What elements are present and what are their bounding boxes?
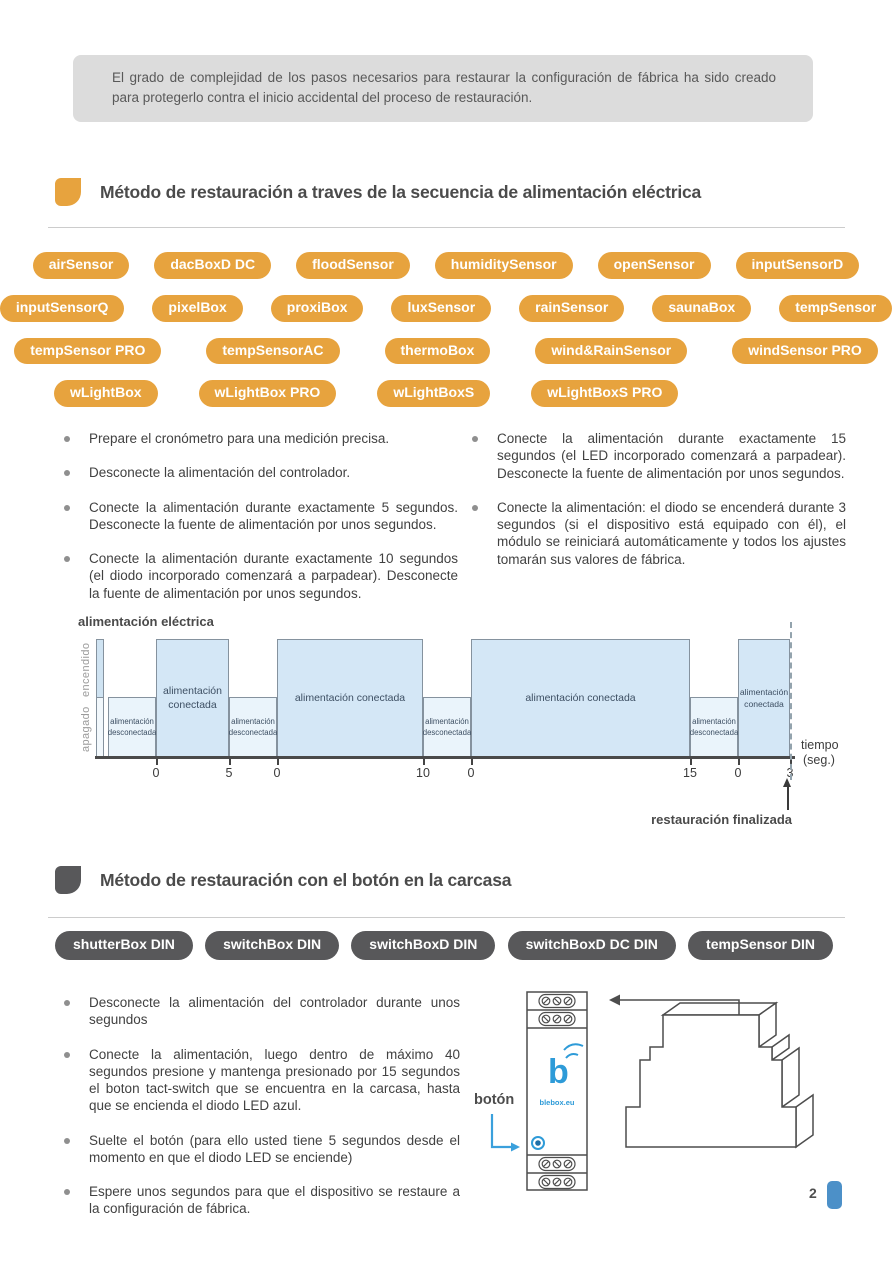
chart-annotation: restauración finalizada	[651, 812, 792, 827]
device-pill: inputSensorQ	[0, 295, 124, 322]
brand-url: blebox.eu	[539, 1098, 575, 1107]
axis-tick-label: 10	[416, 766, 430, 780]
button-pointer-arrow	[492, 1114, 512, 1147]
pill-row	[30, 338, 862, 365]
instruction-columns	[62, 430, 846, 619]
instruction-item: Espere unos segundos para que el dispositivo se restaure a la configuración de fábrica.	[62, 1183, 460, 1218]
device-pill: dacBoxD DC	[154, 252, 271, 279]
instruction-item: Conecte la alimentación: el diodo se encenderá durante 3 segundos (si el dispositivo está equipado con él), el módulo se reiniciará automáticamente y todos los ajustes tomarán sus valores de fábrica.	[470, 499, 846, 568]
axis-tick	[423, 759, 425, 765]
segment-label: alimentación desconectada	[422, 717, 472, 737]
segment-label: alimentación conectada	[525, 691, 636, 704]
device-pill: tempSensor DIN	[688, 931, 833, 960]
segment-label: alimentación desconectada	[689, 717, 739, 737]
device-pill: wLightBoxS	[377, 380, 490, 407]
device-pill: saunaBox	[652, 295, 751, 322]
segment-label: alimentación conectada	[294, 691, 406, 704]
y-axis-bar-on	[97, 640, 103, 698]
section1-header	[55, 178, 701, 206]
instruction-item: Conecte la alimentación durante exactamente 5 segundos. Desconecte la fuente de alimentación por unos segundos.	[62, 499, 458, 534]
axis-tick-label: 0	[467, 766, 475, 780]
instruction-item: Conecte la alimentación, luego dentro de máximo 40 segundos presione y mantenga presionado por 15 segundos el boton tact-switch que se encuentra en la carcasa, hasta que se encienda el diodo LED azul.	[62, 1046, 460, 1115]
divider	[48, 917, 845, 918]
device-pill: tempSensorAC	[206, 338, 339, 365]
instruction-item: Suelte el botón (para ello usted tiene 5 segundos desde el momento en que el diodo LED se enciende)	[62, 1132, 460, 1167]
pill-row	[48, 252, 844, 279]
axis-tick	[690, 759, 692, 765]
device-pill: shutterBox DIN	[55, 931, 193, 960]
instructions-right	[470, 430, 846, 619]
y-axis-bar-off	[97, 698, 103, 757]
axis-tick	[229, 759, 231, 765]
chart-segment-on	[471, 639, 690, 758]
axis-tick	[738, 759, 740, 765]
device-pill: switchBoxD DIN	[351, 931, 495, 960]
axis-tick	[277, 759, 279, 765]
y-axis-bar	[96, 639, 104, 758]
power-sequence-chart	[78, 614, 878, 832]
instructions-left	[62, 430, 458, 619]
segment-label: alimentación desconectada	[228, 717, 278, 737]
instructions-bottom	[62, 994, 460, 1235]
din-device-diagram	[460, 988, 860, 1228]
y-axis-label-off: apagado	[80, 706, 92, 752]
segment-label: alimentación desconectada	[107, 717, 157, 737]
axis-tick-label: 3	[786, 766, 794, 780]
device-pill: inputSensorD	[736, 252, 860, 279]
x-axis-title: tiempo (seg.)	[801, 738, 839, 767]
page-number: 2	[809, 1185, 817, 1201]
section-bookmark-icon	[55, 178, 81, 206]
device-pill: thermoBox	[385, 338, 491, 365]
axis-tick	[156, 759, 158, 765]
device-pill: proxiBox	[271, 295, 364, 322]
chart-segment-off	[229, 697, 277, 758]
pill-row	[48, 380, 844, 407]
chart-segment-on	[277, 639, 423, 758]
info-box: El grado de complejidad de los pasos necesarios para restaurar la configuración de fábrica ha sido creado para protegerlo contra el inicio accidental del proceso de restauración.	[73, 55, 813, 122]
chart-title: alimentación eléctrica	[78, 614, 214, 629]
y-axis-label-on: encendido	[80, 642, 92, 698]
axis-tick-label: 5	[225, 766, 233, 780]
din-device	[527, 992, 587, 1190]
device-pill: pixelBox	[152, 295, 242, 322]
chart-segment-off	[423, 697, 471, 758]
device-pill: humiditySensor	[435, 252, 573, 279]
device-pill: rainSensor	[519, 295, 624, 322]
chart-segment-off	[108, 697, 156, 758]
segment-label: alimentación conectada	[163, 684, 222, 711]
device-pill: windSensor PRO	[732, 338, 878, 365]
axis-tick-label: 0	[152, 766, 160, 780]
device-pill: switchBox DIN	[205, 931, 339, 960]
instruction-item: Conecte la alimentación durante exactamente 10 segundos (el diodo incorporado comenzará a parpadear). Desconecte la fuente de alimentación por unos segundos.	[62, 550, 458, 602]
device-pill: airSensor	[33, 252, 130, 279]
reset-button[interactable]	[532, 1137, 544, 1149]
axis-tick-label: 15	[683, 766, 697, 780]
chart-segment-off	[690, 697, 738, 758]
section2-header	[55, 866, 511, 894]
instruction-item: Prepare el cronómetro para una medición precisa.	[62, 430, 458, 447]
section1-title: Método de restauración a traves de la secuencia de alimentación eléctrica	[100, 181, 702, 202]
device-pill: openSensor	[598, 252, 711, 279]
axis-tick	[471, 759, 473, 765]
section2-title: Método de restauración con el botón en la carcasa	[100, 869, 512, 890]
device-pill: tempSensor PRO	[14, 338, 161, 365]
instruction-item: Conecte la alimentación durante exactamente 15 segundos (el LED incorporado comenzará a parpadear). Desconecte la fuente de alimentación por unos segundos.	[470, 430, 846, 482]
pill-row	[15, 295, 877, 322]
end-dashed-line	[790, 622, 792, 780]
divider	[48, 227, 845, 228]
enclosure-outline	[626, 1003, 813, 1147]
device-pill: wind&RainSensor	[535, 338, 687, 365]
chart-segment-on	[738, 639, 790, 758]
axis-tick-label: 0	[734, 766, 742, 780]
device-pill: switchBoxD DC DIN	[508, 931, 676, 960]
device-pill: wLightBoxS PRO	[531, 380, 678, 407]
instruction-item: Desconecte la alimentación del controlador durante unos segundos	[62, 994, 460, 1029]
logo-b-glyph: b	[548, 1053, 569, 1091]
instruction-item: Desconecte la alimentación del controlador.	[62, 464, 458, 481]
device-pill: wLightBox PRO	[199, 380, 337, 407]
device-pill: tempSensor	[779, 295, 892, 322]
chart-segment-on	[156, 639, 229, 758]
device-pill: wLightBox	[54, 380, 158, 407]
device-pill: floodSensor	[296, 252, 410, 279]
device-pill-group	[15, 252, 877, 407]
up-arrow-stem	[787, 786, 789, 810]
removal-arrowhead	[609, 995, 620, 1006]
page-number-marker	[827, 1181, 842, 1209]
button-label: botón	[474, 1092, 515, 1108]
device-pill: luxSensor	[391, 295, 491, 322]
section-bookmark-icon	[55, 866, 81, 894]
button-pointer-arrowhead	[511, 1143, 520, 1152]
segment-label: alimentación conectada	[739, 687, 789, 709]
din-device-pill-group	[55, 931, 833, 960]
axis-tick-label: 0	[273, 766, 281, 780]
